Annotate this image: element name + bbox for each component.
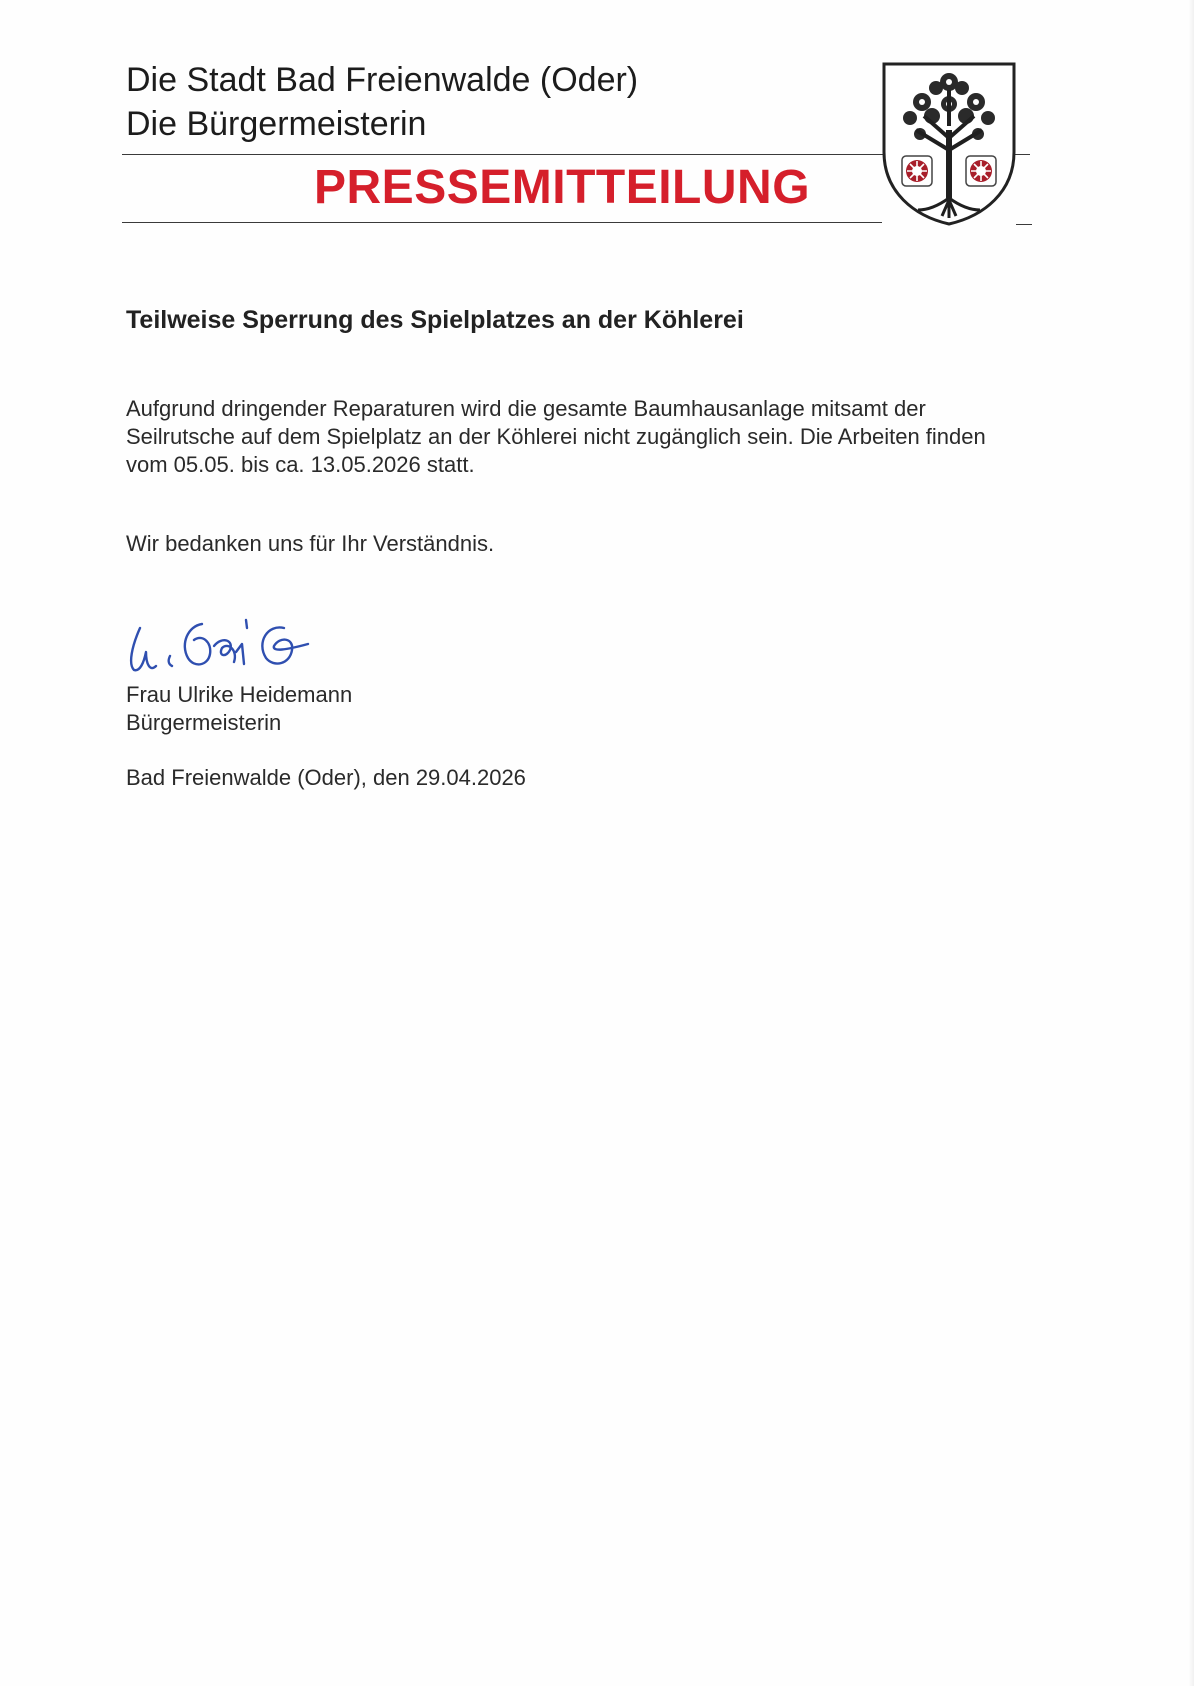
header-divider-bottom: [122, 222, 882, 223]
signer-name: Frau Ulrike Heidemann: [126, 682, 353, 707]
header-divider-tail: [1016, 224, 1032, 225]
signer-role: Bürgermeisterin: [126, 710, 282, 735]
coat-of-arms-oak-tree-icon: [880, 60, 1018, 228]
press-release-banner: PRESSEMITTEILUNG: [314, 161, 811, 214]
issuer-title: Die Stadt Bad Freienwalde (Oder): [126, 61, 639, 99]
body-paragraph: Aufgrund dringender Reparaturen wird die gesamte Baumhausanlage mitsamt der Seilrutsche auf dem Spielplatz an der Köhlerei nicht zugänglich sein. Die Arbeiten finden vom 05.05. bis ca. 13.05.2026 statt.: [126, 396, 986, 477]
place-and-date: Bad Freienwalde (Oder), den 29.04.2026: [126, 765, 526, 790]
thanks-paragraph: Wir bedanken uns für Ihr Verständnis.: [126, 531, 495, 556]
issuer-subtitle: Die Bürgermeisterin: [126, 105, 427, 143]
handwritten-signature: [118, 606, 348, 684]
scan-edge-shadow: [1188, 0, 1194, 1686]
press-release-headline: Teilweise Sperrung des Spielplatzes an der Köhlerei: [126, 306, 744, 334]
